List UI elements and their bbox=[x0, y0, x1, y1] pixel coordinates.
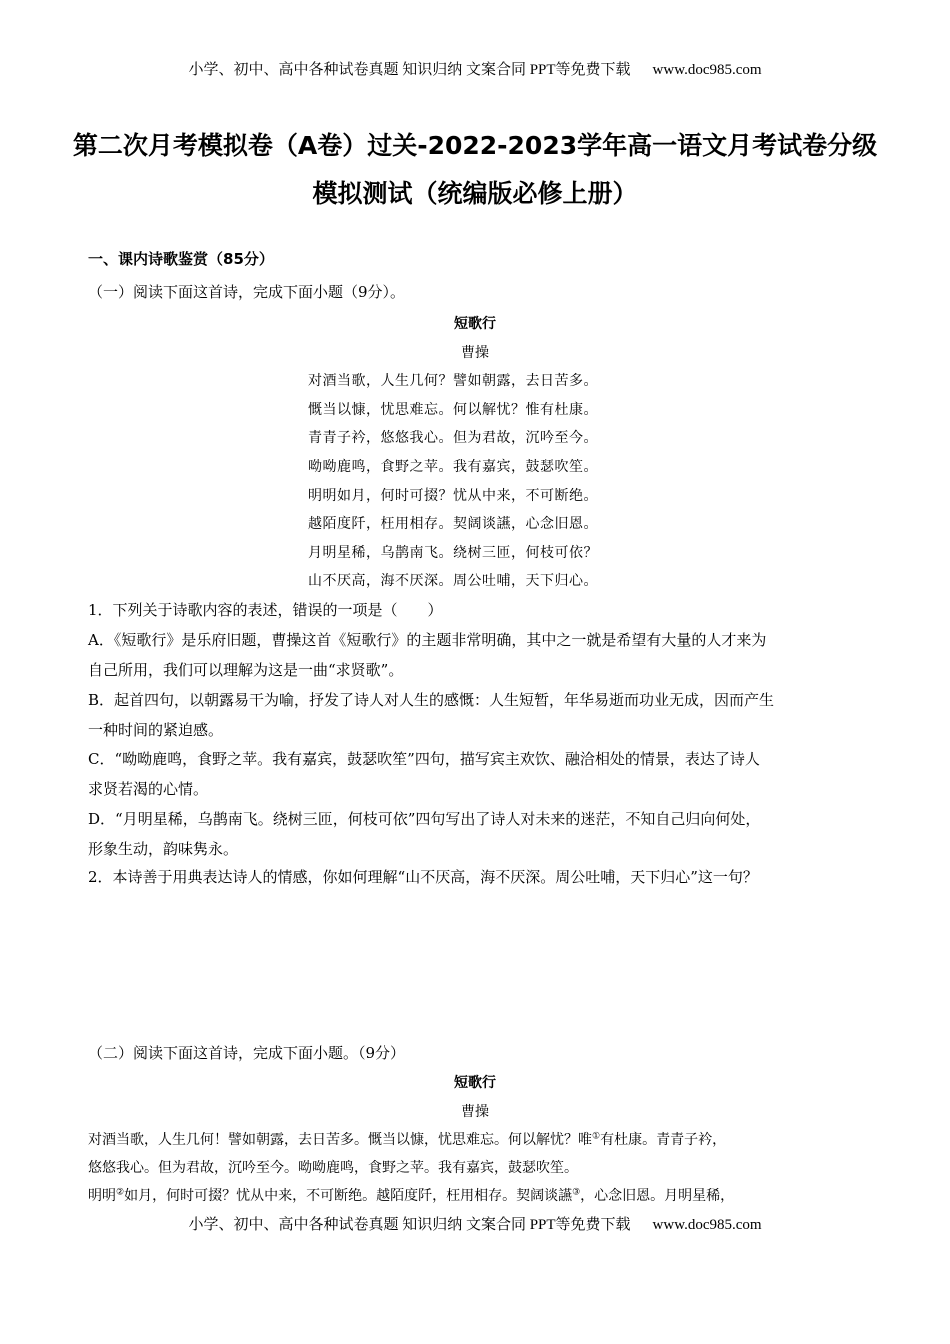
part1-intro: （一）阅读下面这首诗，完成下面小题（9分）。 bbox=[88, 283, 406, 301]
option-a-cont: 自己所用，我们可以理解为这是一曲“求贤歌”。 bbox=[88, 661, 404, 679]
option-c: C．“呦呦鹿鸣，食野之苹。我有嘉宾，鼓瑟吹笙”四句，描写宾主欢饮、融洽相处的情景，表达了诗人 bbox=[88, 750, 760, 768]
poem-line: 青青子衿，悠悠我心。但为君故，沉吟至今。 bbox=[308, 430, 598, 446]
poem-author: 曹操 bbox=[461, 345, 489, 361]
poem-line: 明明如月，何时可掇？忧从中来，不可断绝。 bbox=[308, 488, 598, 504]
header-site: www.doc985.com bbox=[652, 62, 762, 78]
poem2-line: 明明②如月，何时可掇？忧从中来，不可断绝。越陌度阡，枉用相存。契阔谈讌③，心念旧恩。月明星稀， bbox=[88, 1187, 735, 1204]
page-footer bbox=[0, 1213, 950, 1234]
poem-title-2: 短歌行 bbox=[454, 1075, 496, 1091]
option-b-cont: 一种时间的紧迫感。 bbox=[88, 721, 224, 739]
poem-title: 短歌行 bbox=[454, 316, 496, 332]
question-1: 1．下列关于诗歌内容的表述，错误的一项是（ ） bbox=[88, 601, 443, 619]
footer-site: www.doc985.com bbox=[652, 1217, 762, 1233]
page-header bbox=[0, 58, 950, 79]
poem-line: 越陌度阡，枉用相存。契阔谈讌，心念旧恩。 bbox=[308, 516, 598, 532]
poem2-line: 悠悠我心。但为君故，沉吟至今。呦呦鹿鸣，食野之苹。我有嘉宾，鼓瑟吹笙。 bbox=[88, 1160, 578, 1176]
option-a: A．《短歌行》是乐府旧题，曹操这首《短歌行》的主题非常明确，其中之一就是希望有大量的人才来为 bbox=[88, 631, 767, 649]
poem-line: 山不厌高，海不厌深。周公吐哺，天下归心。 bbox=[308, 573, 598, 589]
poem-line: 呦呦鹿鸣，食野之苹。我有嘉宾，鼓瑟吹笙。 bbox=[308, 459, 598, 475]
footer-text: 小学、初中、高中各种试卷真题 知识归纳 文案合同 PPT等免费下载 bbox=[188, 1217, 631, 1233]
header-text: 小学、初中、高中各种试卷真题 知识归纳 文案合同 PPT等免费下载 bbox=[188, 62, 631, 78]
option-d-cont: 形象生动，韵味隽永。 bbox=[88, 840, 239, 858]
exam-title: 第二次月考模拟卷（A卷）过关-2022-2023学年高一语文月考试卷分级模拟测试（统编版必修上册） bbox=[72, 131, 878, 208]
footnote-mark: ② bbox=[116, 1187, 125, 1198]
poem-line: 对酒当歌，人生几何？譬如朝露，去日苦多。 bbox=[308, 373, 598, 389]
poem-author-2: 曹操 bbox=[461, 1104, 489, 1120]
option-b: B．起首四句，以朝露易干为喻，抒发了诗人对人生的感慨：人生短暂，年华易逝而功业无成，因而产生 bbox=[88, 691, 775, 709]
question-2: 2．本诗善于用典表达诗人的情感，你如何理解“山不厌高，海不厌深。周公吐哺，天下归心”这一句？ bbox=[88, 868, 758, 886]
option-c-cont: 求贤若渴的心情。 bbox=[88, 780, 209, 798]
footnote-mark: ① bbox=[592, 1131, 601, 1142]
option-d: D．“月明星稀，乌鹊南飞。绕树三匝，何枝可依”四句写出了诗人对未来的迷茫，不知自己归向何处， bbox=[88, 810, 761, 828]
part2-intro: （二）阅读下面这首诗，完成下面小题。（9分） bbox=[88, 1044, 406, 1062]
footnote-mark: ③ bbox=[572, 1187, 581, 1198]
poem-line: 月明星稀，乌鹊南飞。绕树三匝，何枝可依？ bbox=[308, 545, 598, 561]
section-heading: 一、课内诗歌鉴赏（85分） bbox=[88, 250, 274, 268]
poem-line: 慨当以慷，忧思难忘。何以解忧？惟有杜康。 bbox=[308, 402, 598, 418]
poem2-line: 对酒当歌，人生几何！譬如朝露，去日苦多。慨当以慷，忧思难忘。何以解忧？唯①有杜康。青青子衿， bbox=[88, 1131, 727, 1148]
